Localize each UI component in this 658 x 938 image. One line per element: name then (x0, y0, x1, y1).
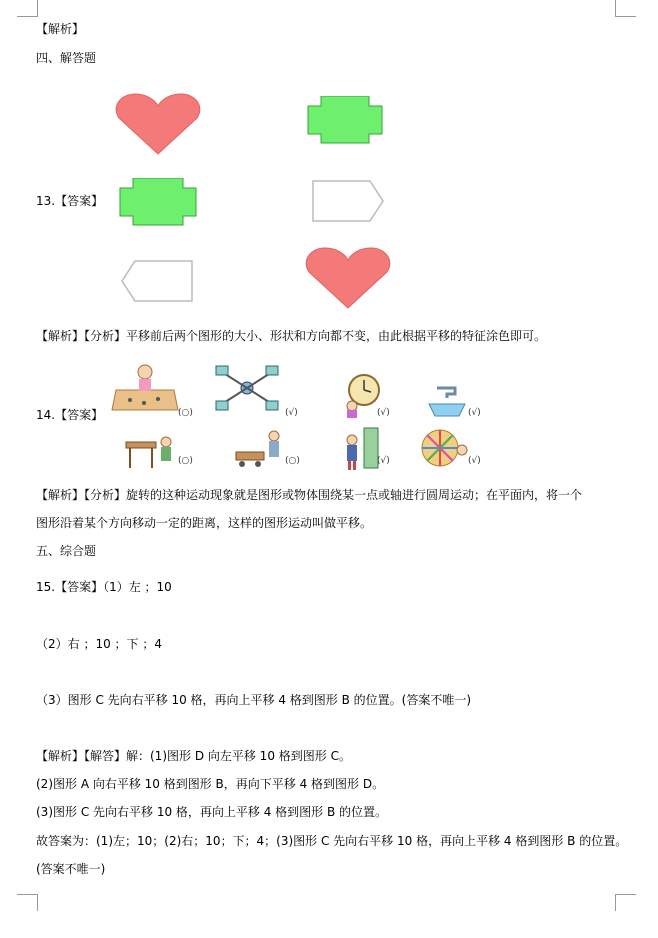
q15-analysis-line-2: (2)图形 A 向右平移 10 格到图形 B，再向下平移 4 格到图形 D。 (36, 777, 385, 791)
cross-shape (307, 96, 383, 144)
q14-mark: (√) (468, 408, 481, 418)
q15-analysis-line-5: (答案不唯一) (36, 862, 106, 876)
pentagon-arrow-shape (310, 179, 386, 223)
section-4-title: 四、解答题 (36, 51, 97, 65)
q14-mark: (○) (285, 456, 300, 466)
q15-answer-label: 15.【答案】（1）左 ；10 (36, 580, 172, 594)
q14-mark: (√) (468, 456, 481, 466)
crop-mark-bottom-right (615, 894, 636, 911)
q15-part-2: （2）右 ；10 ；下 ；4 (36, 637, 162, 651)
q14-analysis-line-2: 图形沿着某个方向移动一定的距离，这样的图形运动叫做平移。 (36, 516, 373, 530)
child-marbles-icon (110, 360, 180, 416)
cross-shape (119, 178, 197, 226)
q15-analysis-line-1: 【解析】【解答】解：(1)图形 D 向左平移 10 格到图形 C。 (36, 749, 351, 763)
crop-mark-top-left (17, 0, 38, 17)
crop-mark-bottom-left (17, 894, 38, 911)
q14-mark: (√) (377, 456, 390, 466)
q15-analysis-line-4: 故答案为：(1)左；10；(2)右；10；下；4；(3)图形 C 先向右平移 10 格，再向上平移 4 格到图形 B 的位置。 (36, 834, 628, 848)
heart-shape (115, 92, 201, 156)
worker-cart-icon (232, 428, 288, 470)
heart-shape (305, 246, 391, 310)
q14-mark: (√) (377, 408, 390, 418)
q14-analysis-line-1: 【解析】【分析】旋转的这种运动现象就是图形或物体围绕某一点或轴进行圆周运动；在平面内，将一个 (36, 488, 583, 502)
pentagon-arrow-shape (119, 259, 195, 303)
q13-answer-label: 13.【答案】 (36, 194, 104, 208)
q15-analysis-line-3: (3)图形 C 先向右平移 10 格，再向上平移 4 格到图形 B 的位置。 (36, 805, 388, 819)
q15-part-3: （3）图形 C 先向右平移 10 格，再向上平移 4 格到图形 B 的位置。(答案不唯一) (36, 693, 472, 707)
q14-mark: (○) (178, 456, 193, 466)
faucet-icon (425, 382, 469, 418)
q14-mark: (○) (178, 408, 193, 418)
crop-mark-top-right (615, 0, 636, 17)
prize-wheel-icon (420, 428, 470, 470)
desk-push-icon (122, 430, 178, 472)
q13-analysis: 【解析】【分析】平移前后两个图形的大小、形状和方向都不变，由此根据平移的特征涂色即可。 (36, 329, 547, 343)
q14-answer-label: 14.【答案】 (36, 408, 104, 422)
q14-mark: (√) (285, 408, 298, 418)
section-5-title: 五、综合题 (36, 544, 97, 558)
windmill-ride-icon (212, 362, 282, 414)
analysis-header: 【解析】 (36, 22, 85, 36)
